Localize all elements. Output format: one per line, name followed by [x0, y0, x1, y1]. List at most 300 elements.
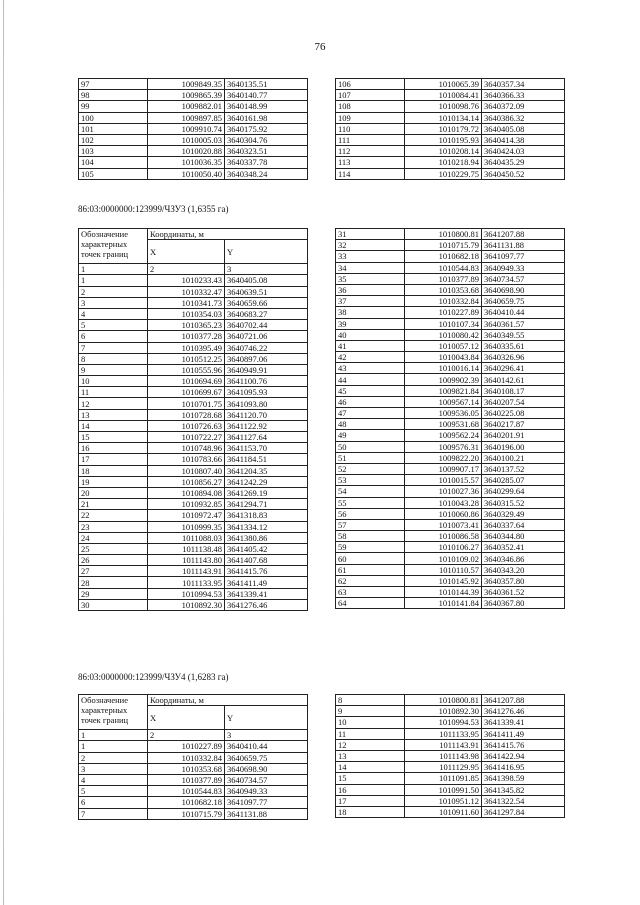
y-coordinate: 3640296.41 [482, 363, 565, 374]
y-coordinate: 3641269.19 [225, 487, 308, 498]
point-number: 21 [79, 499, 148, 510]
table-row [79, 741, 308, 752]
table-row [79, 487, 308, 498]
y-coordinate: 3640410.44 [225, 741, 308, 752]
y-coordinate: 3640366.33 [482, 90, 565, 101]
y-coordinate: 3641204.35 [225, 465, 308, 476]
x-coordinate: 1009897.85 [148, 112, 225, 123]
x-coordinate: 1010084.41 [405, 90, 482, 101]
x-coordinate: 1010728.68 [148, 409, 225, 420]
x-coordinate: 1010233.43 [148, 275, 225, 286]
x-coordinate: 1010715.79 [148, 808, 225, 819]
point-number: 1 [79, 275, 148, 286]
y-coordinate: 3640315.52 [482, 497, 565, 508]
y-coordinate: 3640100.21 [482, 452, 565, 463]
x-coordinate: 1010951.12 [405, 795, 482, 806]
point-number: 2 [79, 286, 148, 297]
y-coordinate: 3640335.61 [482, 340, 565, 351]
table-row [79, 331, 308, 342]
x-coordinate: 1009821.84 [405, 385, 482, 396]
point-number: 6 [79, 797, 148, 808]
table-row [79, 752, 308, 763]
x-coordinate: 1010994.53 [148, 588, 225, 599]
table-row [79, 275, 308, 286]
table-row [336, 750, 565, 761]
x-coordinate: 1010098.76 [405, 101, 482, 112]
x-coordinate: 1010027.36 [405, 486, 482, 497]
y-coordinate: 3640323.51 [225, 146, 308, 157]
table-row [79, 387, 308, 398]
y-coordinate: 3640337.78 [225, 157, 308, 168]
x-coordinate: 1010020.88 [148, 146, 225, 157]
x-coordinate: 1011143.98 [405, 750, 482, 761]
point-number: 3 [79, 297, 148, 308]
x-coordinate: 1010057.12 [405, 340, 482, 351]
x-coordinate: 1010699.67 [148, 387, 225, 398]
y-coordinate: 3640659.66 [225, 297, 308, 308]
coordinates-table-section1-right [335, 228, 565, 609]
column-number: 3 [225, 264, 308, 275]
header-line: характерных [81, 239, 128, 249]
x-coordinate: 1010353.68 [405, 284, 482, 295]
table-row [79, 476, 308, 487]
x-coordinate: 1010179.72 [405, 123, 482, 134]
point-number: 16 [336, 784, 405, 795]
x-coordinate: 1011143.91 [148, 566, 225, 577]
y-coordinate: 3641322.54 [482, 795, 565, 806]
table-row [79, 808, 308, 819]
table-body [336, 229, 565, 609]
point-number: 55 [336, 497, 405, 508]
point-number: 9 [79, 364, 148, 375]
table-row [336, 90, 565, 101]
y-coordinate: 3640702.44 [225, 320, 308, 331]
point-number: 18 [79, 465, 148, 476]
column-number: 2 [148, 730, 225, 741]
x-coordinate: 1010972.47 [148, 510, 225, 521]
y-coordinate: 3640424.03 [482, 146, 565, 157]
header-line: Обозначение [81, 695, 128, 705]
y-coordinate: 3640343.20 [482, 564, 565, 575]
x-coordinate: 1011143.91 [405, 739, 482, 750]
x-coordinate: 1010043.84 [405, 352, 482, 363]
x-coordinate: 1010800.81 [405, 229, 482, 240]
table-row [336, 762, 565, 773]
table-row [79, 465, 308, 476]
table-row [336, 728, 565, 739]
y-coordinate: 3641122.92 [225, 420, 308, 431]
coordinates-table-top-left [78, 78, 308, 180]
y-coordinate: 3641405.42 [225, 543, 308, 554]
x-coordinate: 1010144.39 [405, 587, 482, 598]
point-number: 7 [79, 808, 148, 819]
table-row [79, 342, 308, 353]
point-number: 51 [336, 452, 405, 463]
y-coordinate: 3640140.77 [225, 90, 308, 101]
table-row [79, 599, 308, 610]
table-row [336, 385, 565, 396]
table-row [79, 112, 308, 123]
table-row [79, 376, 308, 387]
coordinates-table-section2-right [335, 694, 565, 818]
x-coordinate: 1010229.75 [405, 168, 482, 179]
x-coordinate: 1010110.57 [405, 564, 482, 575]
table-row [79, 157, 308, 168]
point-number: 23 [79, 521, 148, 532]
point-number: 39 [336, 318, 405, 329]
point-number: 33 [336, 251, 405, 262]
point-number: 44 [336, 374, 405, 385]
y-coordinate: 3641097.77 [482, 251, 565, 262]
x-coordinate: 1011133.95 [148, 577, 225, 588]
point-number: 16 [79, 443, 148, 454]
table-body [79, 229, 308, 611]
y-coordinate: 3641276.46 [482, 706, 565, 717]
y-coordinate: 3640450.52 [482, 168, 565, 179]
table-row [336, 318, 565, 329]
x-coordinate: 1010991.50 [405, 784, 482, 795]
table-row [336, 284, 565, 295]
x-coordinate: 1011143.80 [148, 555, 225, 566]
table-row [336, 695, 565, 706]
x-coordinate: 1010365.23 [148, 320, 225, 331]
table-row [336, 587, 565, 598]
y-coordinate: 3641120.70 [225, 409, 308, 420]
table-row [336, 251, 565, 262]
point-number: 101 [79, 123, 148, 134]
y-coordinate: 3640734.57 [225, 774, 308, 785]
table-row [336, 396, 565, 407]
column-number-row [79, 264, 308, 275]
point-number: 62 [336, 575, 405, 586]
table-row [336, 329, 565, 340]
x-coordinate: 1009865.39 [148, 90, 225, 101]
point-number: 13 [79, 409, 148, 420]
x-coordinate: 1010208.14 [405, 146, 482, 157]
y-coordinate: 3640659.75 [225, 752, 308, 763]
table-row [79, 297, 308, 308]
table-row [79, 409, 308, 420]
point-number: 9 [336, 706, 405, 717]
table-row [336, 374, 565, 385]
point-number: 99 [79, 101, 148, 112]
table-row [79, 90, 308, 101]
x-coordinate: 1010512.25 [148, 353, 225, 364]
coordinates-table-section2-left [78, 694, 308, 820]
y-coordinate: 3640698.90 [225, 763, 308, 774]
x-coordinate: 1010555.96 [148, 364, 225, 375]
point-number: 110 [336, 123, 405, 134]
x-coordinate: 1010894.08 [148, 487, 225, 498]
point-number: 24 [79, 532, 148, 543]
y-coordinate: 3640346.86 [482, 553, 565, 564]
table-row [336, 575, 565, 586]
y-coordinate: 3640161.98 [225, 112, 308, 123]
table-row [79, 510, 308, 521]
point-designation-header [79, 695, 148, 730]
x-coordinate: 1010005.03 [148, 134, 225, 145]
table-row [336, 773, 565, 784]
point-number: 15 [336, 773, 405, 784]
y-coordinate: 3641318.83 [225, 510, 308, 521]
y-coordinate: 3640175.92 [225, 123, 308, 134]
y-coordinate: 3640148.99 [225, 101, 308, 112]
y-coordinate: 3641153.70 [225, 443, 308, 454]
x-coordinate: 1010999.35 [148, 521, 225, 532]
point-number: 7 [79, 342, 148, 353]
table-row [336, 240, 565, 251]
table-row [79, 499, 308, 510]
table-row [336, 542, 565, 553]
point-number: 107 [336, 90, 405, 101]
x-coordinate: 1010086.58 [405, 531, 482, 542]
x-coordinate: 1010932.85 [148, 499, 225, 510]
y-coordinate: 3640196.00 [482, 441, 565, 452]
x-coordinate: 1009849.35 [148, 79, 225, 90]
x-coordinate: 1010016.14 [405, 363, 482, 374]
y-coordinate: 3640344.80 [482, 531, 565, 542]
x-coordinate: 1010227.89 [148, 741, 225, 752]
x-coordinate: 1010892.30 [405, 706, 482, 717]
x-coordinate: 1009567.14 [405, 396, 482, 407]
point-number: 4 [79, 774, 148, 785]
table-row [336, 168, 565, 179]
y-coordinate: 3640326.96 [482, 352, 565, 363]
y-coordinate: 3640949.33 [225, 786, 308, 797]
point-number: 49 [336, 430, 405, 441]
point-number: 103 [79, 146, 148, 157]
point-number: 54 [336, 486, 405, 497]
y-coordinate: 3640357.34 [482, 79, 565, 90]
point-designation-header [79, 229, 148, 264]
table-body [79, 79, 308, 180]
table-row [336, 806, 565, 817]
y-coordinate: 3640949.91 [225, 364, 308, 375]
point-number: 60 [336, 553, 405, 564]
point-number: 114 [336, 168, 405, 179]
x-coordinate: 1010911.60 [405, 806, 482, 817]
y-coordinate: 3641407.68 [225, 555, 308, 566]
point-number: 109 [336, 112, 405, 123]
y-coordinate: 3640352.41 [482, 542, 565, 553]
y-coordinate: 3640108.17 [482, 385, 565, 396]
table-row [336, 430, 565, 441]
table-row [79, 364, 308, 375]
table-row [79, 443, 308, 454]
point-number: 97 [79, 79, 148, 90]
x-coordinate: 1010544.83 [148, 786, 225, 797]
x-coordinate: 1010106.27 [405, 542, 482, 553]
table-row [336, 419, 565, 430]
y-coordinate: 3640410.44 [482, 307, 565, 318]
point-number: 50 [336, 441, 405, 452]
y-coordinate: 3641411.49 [225, 577, 308, 588]
y-coordinate: 3640734.57 [482, 273, 565, 284]
table-row [79, 320, 308, 331]
x-coordinate: 1010332.84 [405, 296, 482, 307]
x-coordinate: 1010218.94 [405, 157, 482, 168]
x-coordinate: 1010332.84 [148, 752, 225, 763]
table-row [336, 441, 565, 452]
y-coordinate: 3640405.08 [225, 275, 308, 286]
coordinates-table-section1-left [78, 228, 308, 611]
point-number: 105 [79, 168, 148, 179]
point-number: 19 [79, 476, 148, 487]
point-number: 41 [336, 340, 405, 351]
x-coordinate: 1010145.92 [405, 575, 482, 586]
y-coordinate: 3640435.29 [482, 157, 565, 168]
x-coordinate: 1010043.28 [405, 497, 482, 508]
table-row [79, 521, 308, 532]
table-row [336, 519, 565, 530]
point-number: 6 [79, 331, 148, 342]
x-coordinate: 1010134.14 [405, 112, 482, 123]
table-row [79, 532, 308, 543]
column-number: 2 [148, 264, 225, 275]
point-number: 17 [336, 795, 405, 806]
y-coordinate: 3641334.12 [225, 521, 308, 532]
x-coordinate: 1009882.01 [148, 101, 225, 112]
y-coordinate: 3641297.84 [482, 806, 565, 817]
table-row [336, 408, 565, 419]
y-coordinate: 3641207.88 [482, 229, 565, 240]
point-number: 98 [79, 90, 148, 101]
x-coordinate: 1010195.93 [405, 134, 482, 145]
table-row [336, 717, 565, 728]
x-coordinate: 1009576.31 [405, 441, 482, 452]
point-number: 47 [336, 408, 405, 419]
column-number-row [79, 730, 308, 741]
x-coordinate: 1010722.27 [148, 432, 225, 443]
point-number: 28 [79, 577, 148, 588]
y-coordinate: 3640367.80 [482, 598, 565, 609]
y-coordinate: 3640639.51 [225, 286, 308, 297]
y-coordinate: 3640217.87 [482, 419, 565, 430]
y-coordinate: 3641127.64 [225, 432, 308, 443]
section2-caption: 86:03:0000000:123999/ЧЗУ4 (1,6283 га) [78, 672, 229, 682]
y-coordinate: 3641415.76 [225, 566, 308, 577]
x-coordinate: 1010036.35 [148, 157, 225, 168]
y-coordinate: 3640698.90 [482, 284, 565, 295]
y-coordinate: 3641093.80 [225, 398, 308, 409]
y-coordinate: 3641131.88 [225, 808, 308, 819]
x-coordinate: 1010783.66 [148, 454, 225, 465]
table-row [336, 706, 565, 717]
point-number: 26 [79, 555, 148, 566]
point-number: 34 [336, 262, 405, 273]
table-row [336, 112, 565, 123]
point-number: 57 [336, 519, 405, 530]
table-row [336, 497, 565, 508]
table-row [79, 555, 308, 566]
y-coordinate: 3641339.41 [225, 588, 308, 599]
x-coordinate: 1010377.89 [405, 273, 482, 284]
coordinates-table-top-right [335, 78, 565, 180]
table-row [79, 398, 308, 409]
y-coordinate: 3640304.76 [225, 134, 308, 145]
point-number: 11 [336, 728, 405, 739]
x-coordinate: 1010227.89 [405, 307, 482, 318]
x-header: X [148, 240, 225, 264]
y-coordinate: 3641276.46 [225, 599, 308, 610]
x-coordinate: 1010800.81 [405, 695, 482, 706]
y-coordinate: 3640357.80 [482, 575, 565, 586]
table-row [79, 797, 308, 808]
y-coordinate: 3640135.51 [225, 79, 308, 90]
point-number: 100 [79, 112, 148, 123]
y-header: Y [225, 706, 308, 730]
y-coordinate: 3641100.76 [225, 376, 308, 387]
point-number: 32 [336, 240, 405, 251]
table-row [79, 432, 308, 443]
y-coordinate: 3641242.29 [225, 476, 308, 487]
x-coordinate: 1010080.42 [405, 329, 482, 340]
x-coordinate: 1010060.86 [405, 508, 482, 519]
y-header: Y [225, 240, 308, 264]
x-coordinate: 1010544.83 [405, 262, 482, 273]
point-number: 1 [79, 741, 148, 752]
y-coordinate: 3641380.86 [225, 532, 308, 543]
x-coordinate: 1010141.84 [405, 598, 482, 609]
table-row [336, 296, 565, 307]
table-row [336, 784, 565, 795]
y-coordinate: 3641411.49 [482, 728, 565, 739]
point-number: 61 [336, 564, 405, 575]
x-coordinate: 1009822.20 [405, 452, 482, 463]
table-row [336, 79, 565, 90]
y-coordinate: 3640348.24 [225, 168, 308, 179]
x-coordinate: 1011129.95 [405, 762, 482, 773]
point-number: 111 [336, 134, 405, 145]
table-row [79, 308, 308, 319]
point-number: 58 [336, 531, 405, 542]
point-number: 63 [336, 587, 405, 598]
y-coordinate: 3641294.71 [225, 499, 308, 510]
y-coordinate: 3640659.75 [482, 296, 565, 307]
section1-caption: 86:03:0000000:123999/ЧЗУ3 (1,6355 га) [78, 204, 229, 214]
y-coordinate: 3640361.57 [482, 318, 565, 329]
coordinates-header: Координаты, м [148, 695, 308, 706]
x-coordinate: 1009902.39 [405, 374, 482, 385]
y-coordinate: 3640337.64 [482, 519, 565, 530]
y-coordinate: 3640329.49 [482, 508, 565, 519]
point-number: 48 [336, 419, 405, 430]
table-row [336, 475, 565, 486]
y-coordinate: 3640299.64 [482, 486, 565, 497]
x-coordinate: 1009531.68 [405, 419, 482, 430]
x-coordinate: 1009907.17 [405, 463, 482, 474]
y-coordinate: 3640721.06 [225, 331, 308, 342]
point-number: 4 [79, 308, 148, 319]
y-coordinate: 3641422.94 [482, 750, 565, 761]
y-coordinate: 3641345.82 [482, 784, 565, 795]
point-number: 56 [336, 508, 405, 519]
table-row [336, 739, 565, 750]
y-coordinate: 3640285.07 [482, 475, 565, 486]
point-number: 12 [79, 398, 148, 409]
table-row [336, 229, 565, 240]
x-coordinate: 1010748.96 [148, 443, 225, 454]
x-coordinate: 1009536.05 [405, 408, 482, 419]
table-row [336, 564, 565, 575]
table-row [79, 286, 308, 297]
point-number: 112 [336, 146, 405, 157]
point-number: 14 [336, 762, 405, 773]
table-row [336, 553, 565, 564]
point-number: 12 [336, 739, 405, 750]
point-number: 18 [336, 806, 405, 817]
point-number: 5 [79, 786, 148, 797]
